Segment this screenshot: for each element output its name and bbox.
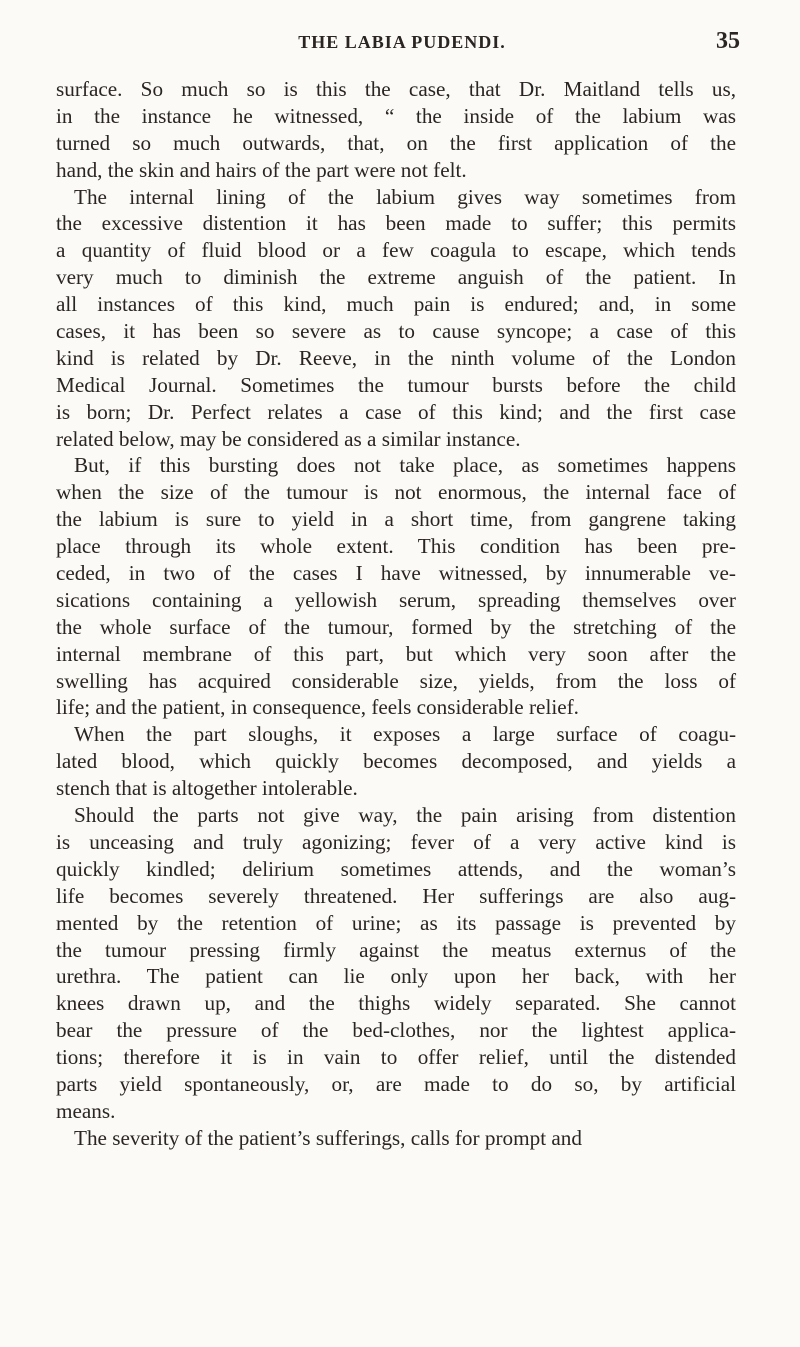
text-line: kind is related by Dr. Reeve, in the ninth volume of the London xyxy=(56,345,736,370)
text-line: the whole surface of the tumour, formed by the stretching of the xyxy=(56,614,736,639)
text-line: turned so much outwards, that, on the first application of the xyxy=(56,130,736,155)
text-line: the tumour pressing firmly against the meatus externus of the xyxy=(56,937,736,962)
text-line: related below, may be considered as a similar instance. xyxy=(56,426,521,451)
text-line: parts yield spontaneously, or, are made to do so, by artificial xyxy=(56,1071,736,1096)
text-line: the labium is sure to yield in a short time, from gangrene taking xyxy=(56,507,736,532)
text-line: swelling has acquired considerable size, yields, from the loss of xyxy=(56,668,736,693)
text-line: surface. So much so is this the case, that Dr. Maitland tells us, xyxy=(56,77,736,101)
text-line: cases, it has been so severe as to cause syncope; a case of this xyxy=(56,319,736,344)
text-line: hand, the skin and hairs of the part were not felt. xyxy=(56,157,467,182)
text-line: tions; therefore it is in vain to offer relief, until the distended xyxy=(56,1045,736,1070)
text-line: all instances of this kind, much pain is endured; and, in some xyxy=(56,292,736,317)
text-line: quickly kindled; delirium sometimes attends, and the woman’s xyxy=(56,856,736,881)
text-line: lated blood, which quickly becomes decomposed, and yields a xyxy=(56,749,736,774)
text-line: life; and the patient, in consequence, feels considerable relief. xyxy=(56,695,579,720)
text-line: is born; Dr. Perfect relates a case of this kind; and the first case xyxy=(56,399,736,424)
text-line: is unceasing and truly agonizing; fever of a very active kind is xyxy=(56,829,736,854)
text-line: urethra. The patient can lie only upon her back, with her xyxy=(56,964,736,989)
text-line: Should the parts not give way, the pain arising from distention xyxy=(74,803,736,828)
text-line: in the instance he witnessed, “ the inside of the labium was xyxy=(56,103,736,128)
text-line: But, if this bursting does not take place, as sometimes happens xyxy=(74,453,736,478)
text-line: stench that is altogether intolerable. xyxy=(56,776,358,801)
text-line: very much to diminish the extreme anguish of the patient. In xyxy=(56,265,736,290)
text-line: The internal lining of the labium gives way sometimes from xyxy=(74,184,736,209)
text-line: The severity of the patient’s sufferings, calls for prompt and xyxy=(74,1125,582,1150)
running-head-title: THE LABIA PUDENDI. xyxy=(298,32,506,52)
text-line: means. xyxy=(56,1098,116,1123)
text-line: knees drawn up, and the thighs widely separated. She cannot xyxy=(56,991,736,1016)
running-head xyxy=(64,28,740,60)
page-number: 35 xyxy=(716,28,740,54)
text-line: a quantity of fluid blood or a few coagula to escape, which tends xyxy=(56,238,736,263)
text-line: internal membrane of this part, but which very soon after the xyxy=(56,641,736,666)
text-line: when the size of the tumour is not enormous, the internal face of xyxy=(56,480,736,505)
text-line: the excessive distention it has been made to suffer; this permits xyxy=(56,211,736,236)
text-line: life becomes severely threatened. Her sufferings are also aug- xyxy=(56,883,736,908)
text-line: Medical Journal. Sometimes the tumour bursts before the child xyxy=(56,372,736,397)
text-line: bear the pressure of the bed-clothes, nor the lightest applica- xyxy=(56,1018,736,1043)
text-line: ceded, in two of the cases I have witnessed, by innumerable ve- xyxy=(56,561,736,586)
text-line: When the part sloughs, it exposes a large surface of coagu- xyxy=(74,722,736,747)
text-line: sications containing a yellowish serum, spreading themselves over xyxy=(56,587,736,612)
text-line: mented by the retention of urine; as its passage is prevented by xyxy=(56,910,736,935)
body-text xyxy=(56,76,736,1152)
text-line: place through its whole extent. This condition has been pre- xyxy=(56,534,736,559)
